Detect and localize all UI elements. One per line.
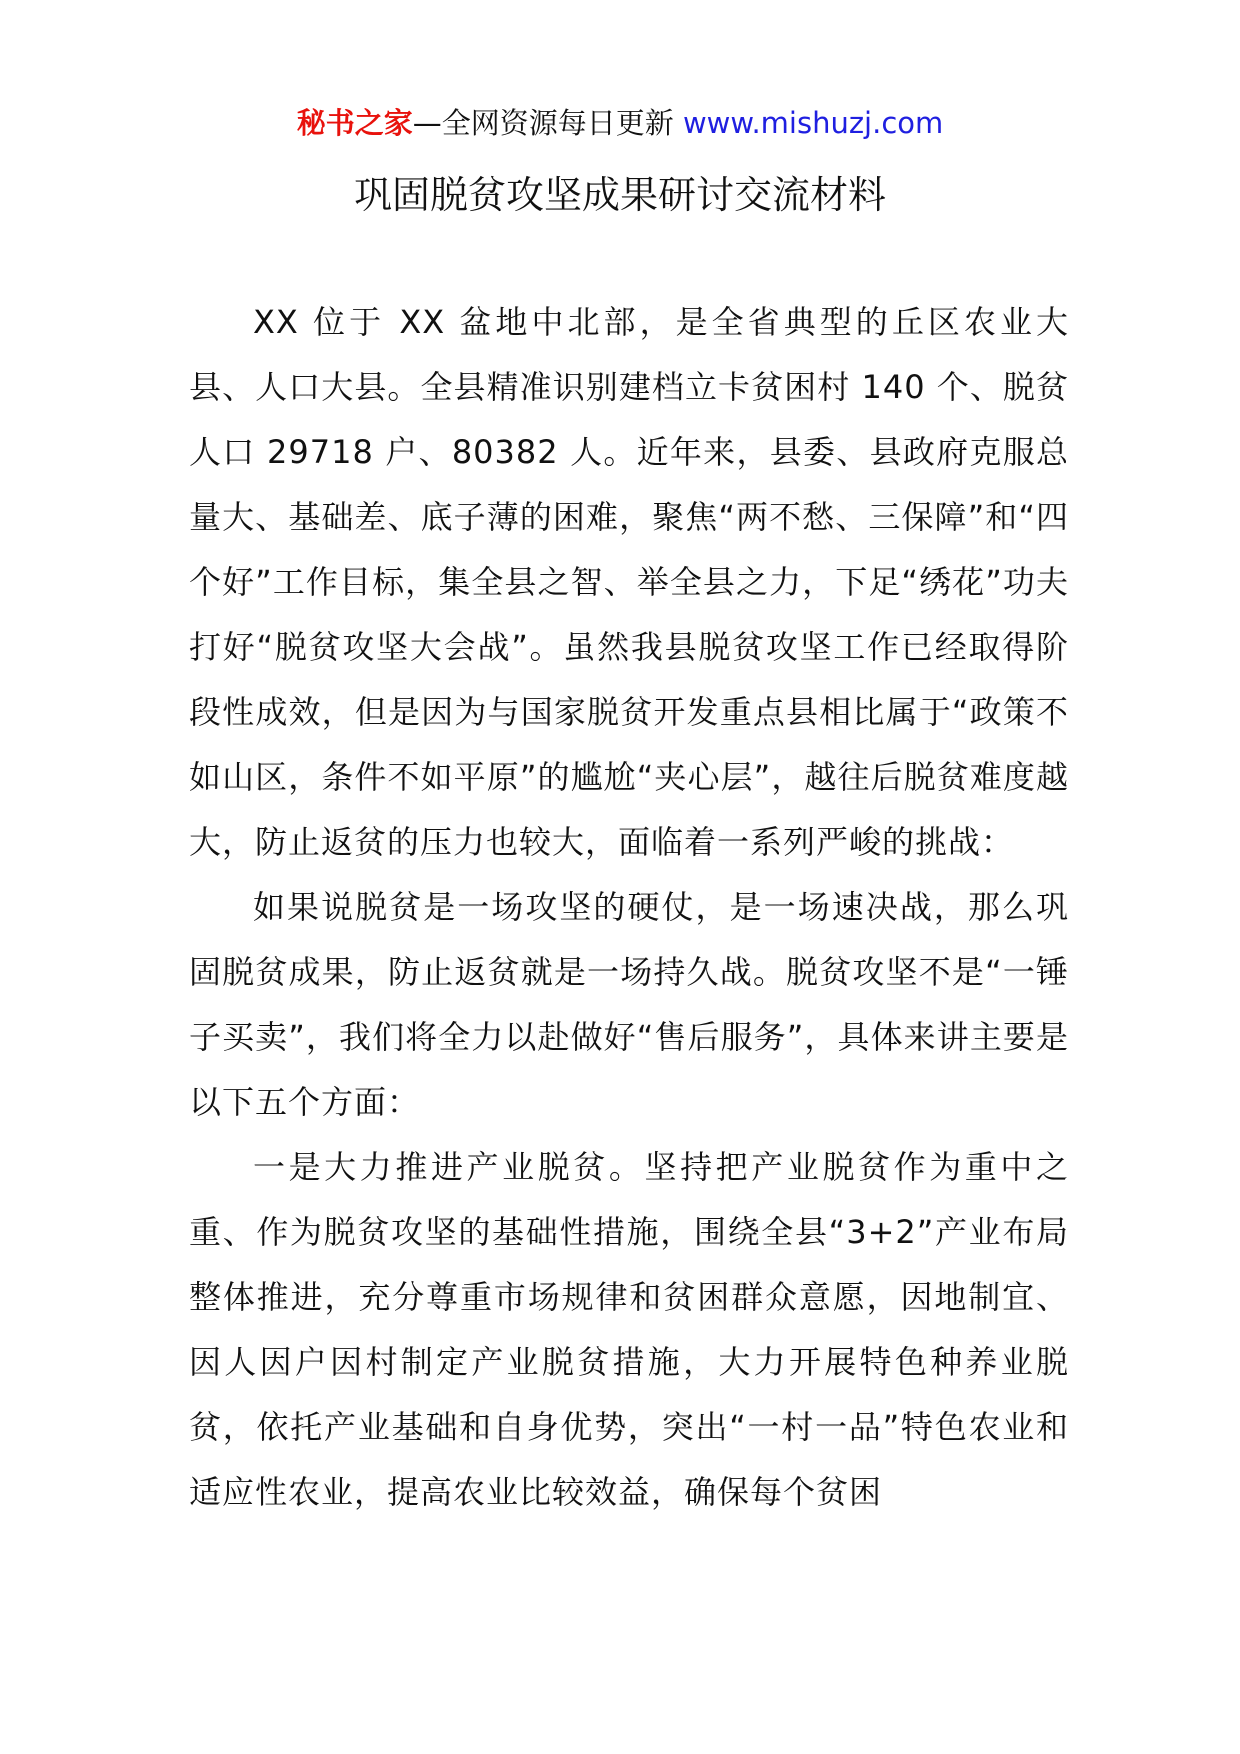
document-body: [189, 290, 1069, 1525]
paragraph-intro: XX 位于 XX 盆地中北部，是全省典型的丘区农业大县、人口大县。全县精准识别建档立卡贫困村 140 个、脱贫人口 29718 户、80382 人。近年来，县委、县政府克服总量大、基础差、底子薄的困难，聚焦“两不愁、三保障”和“四个好”工作目标，集全县之智、举全县之力，下足“绣花”功夫打好“脱贫攻坚大会战”。虽然我县脱贫攻坚工作已经取得阶段性成效，但是因为与国家脱贫开发重点县相比属于“政策不如山区，条件不如平原”的尴尬“夹心层”，越往后脱贫难度越大，防止返贫的压力也较大，面临着一系列严峻的挑战：: [189, 303, 1069, 861]
paragraph-point-one: 一是大力推进产业脱贫。坚持把产业脱贫作为重中之重、作为脱贫攻坚的基础性措施，围绕全县“3+2”产业布局整体推进，充分尊重市场规律和贫困群众意愿，因地制宜、因人因户因村制定产业脱贫措施，大力开展特色种养业脱贫，依托产业基础和自身优势，突出“一村一品”特色农业和适应性农业，提高农业比较效益，确保每个贫困: [189, 1148, 1069, 1511]
paragraph-overview: 如果说脱贫是一场攻坚的硬仗，是一场速决战，那么巩固脱贫成果，防止返贫就是一场持久战。脱贫攻坚不是“一锤子买卖”，我们将全力以赴做好“售后服务”，具体来讲主要是以下五个方面：: [189, 888, 1069, 1121]
site-url-link[interactable]: www.mishuzj.com: [682, 106, 944, 140]
document-title: 巩固脱贫攻坚成果研讨交流材料: [353, 173, 886, 217]
brand-name: 秘书之家: [296, 106, 413, 140]
watermark-header: [0, 103, 1240, 143]
header-tagline: —全网资源每日更新: [412, 106, 674, 140]
